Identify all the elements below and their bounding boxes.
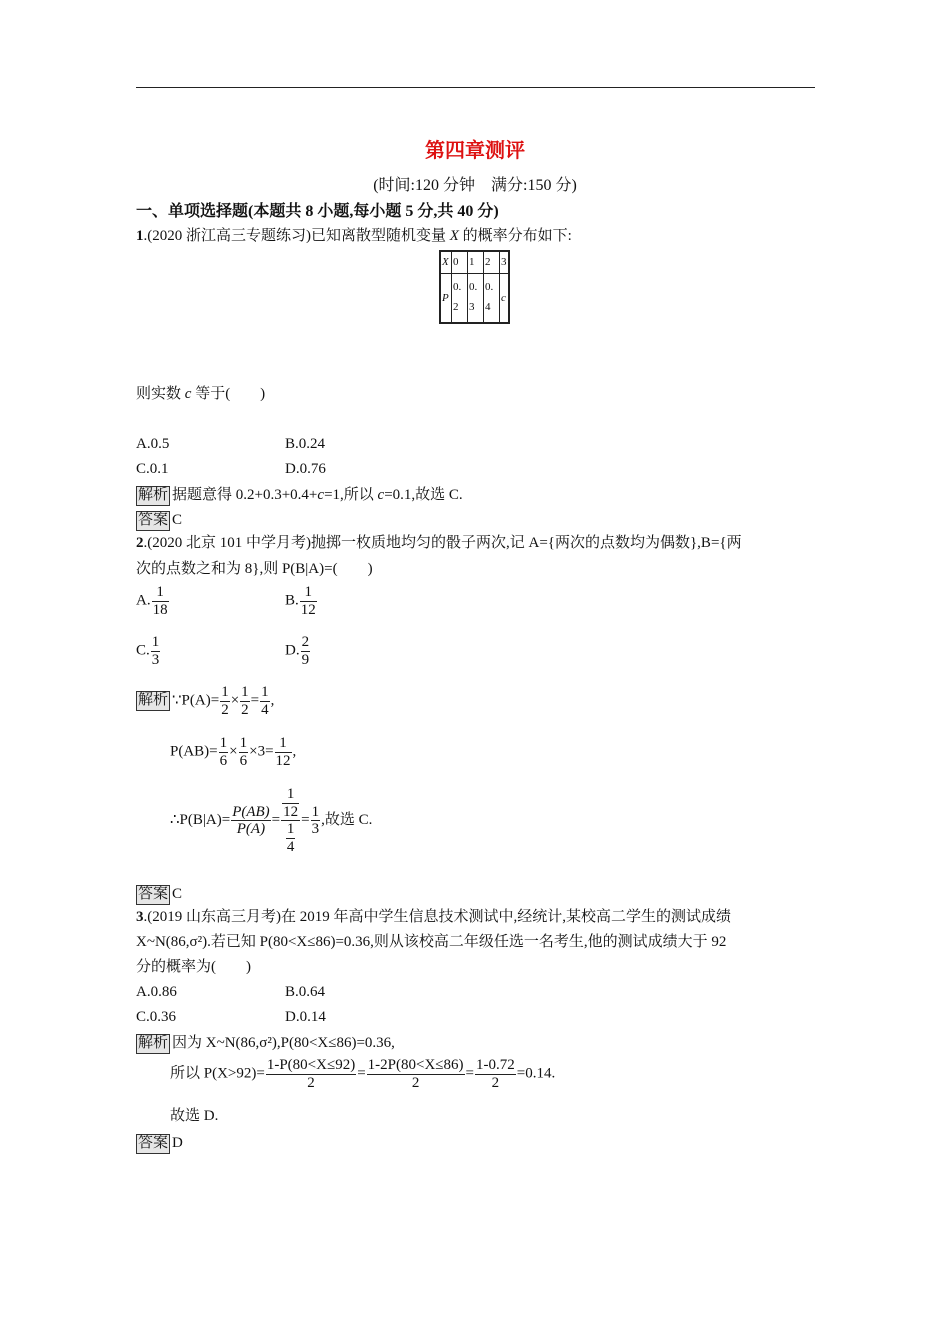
q1-stem: 1.(2020 浙江高三专题练习)已知离散型随机变量 X 的概率分布如下: <box>136 228 572 244</box>
q1-option-c: C.0.1 <box>136 461 169 477</box>
q2-option-b: B. $\frac{1}{12}$ <box>285 584 316 618</box>
exam-info: (时间:120 分钟 满分:150 分) <box>373 177 577 194</box>
q2-number: 2 <box>136 535 144 551</box>
header-rule <box>136 87 815 88</box>
table-cell: 3 <box>500 251 510 273</box>
q3-answer: 答案 D <box>136 1134 183 1154</box>
q2-option-c: C. $\frac{1}{3}$ <box>136 634 160 668</box>
analysis-tag: 解析 <box>136 691 170 711</box>
q3-option-a: A.0.86 <box>136 984 177 1000</box>
fraction: $\frac{1}{3}$ <box>151 634 160 668</box>
fraction: $\frac{1}{3}$ <box>311 803 320 837</box>
answer-tag: 答案 <box>136 1134 170 1154</box>
q3-option-b: B.0.64 <box>285 984 326 1000</box>
fraction: $\frac{1-0.72}{2}$ <box>476 1057 515 1091</box>
q2-stem-line1: 2.(2020 北京 101 中学月考)抛掷一枚质地均匀的骰子两次,记 A={两次的点数均为偶数},B={两 <box>136 535 742 551</box>
table-cell: P <box>440 273 452 323</box>
table-cell: X <box>440 251 452 273</box>
fraction: $\frac{1-P(80<X\le 92)}{2}$ <box>266 1057 356 1091</box>
table-cell: 2 <box>484 251 500 273</box>
fraction: $\frac{P(AB)}{P(A)}$ <box>232 803 270 837</box>
q2-option-d: D. $\frac{2}{9}$ <box>285 634 310 668</box>
fraction: $\frac{2}{9}$ <box>301 634 310 668</box>
q3-analysis-line1: 解析 因为 X~N(86,σ²),P(80<X≤86)=0.36, <box>136 1034 395 1054</box>
q1-number: 1 <box>136 228 144 244</box>
q1-analysis: 解析 据题意得 0.2+0.3+0.4+c=1,所以 c=0.1,故选 C. <box>136 486 463 506</box>
q2-analysis-line3: ∴P(B|A)= $\frac{P(AB)}{P(A)}$ = $\frac{\frac{1}{12}}{\frac{1}{4}}$ = $\frac{1}{3}$ ,故选 C. <box>170 786 373 855</box>
q3-analysis-line3: 故选 D. <box>170 1108 219 1124</box>
distribution-table <box>439 250 510 324</box>
q3-number: 3 <box>136 909 144 925</box>
q2-stem-line2: 次的点数之和为 8},则 P(B|A)=( ) <box>136 561 373 577</box>
nested-fraction: $\frac{\frac{1}{12}}{\frac{1}{4}}$ <box>283 786 299 855</box>
fraction: $\frac{1}{4}$ <box>261 684 269 718</box>
fraction: $\frac{1}{18}$ <box>152 584 168 618</box>
q3-option-c: C.0.36 <box>136 1009 177 1025</box>
q3-stem-line1: 3.(2019 山东高三月考)在 2019 年高中学生信息技术测试中,经统计,某校高二学生的测试成绩 <box>136 909 731 925</box>
page-title: 第四章测评 <box>425 140 525 162</box>
table-cell: 0. 3 <box>468 273 484 323</box>
fraction: $\frac{1}{2}$ <box>221 684 229 718</box>
q3-stem-line3: 分的概率为( ) <box>136 959 251 975</box>
fraction: $\frac{1}{12}$ <box>275 735 291 769</box>
fraction: $\frac{1}{12}$ <box>300 584 316 618</box>
q1-option-d: D.0.76 <box>285 461 326 477</box>
fraction: $\frac{1}{6}$ <box>239 735 248 769</box>
fraction: $\frac{1-2P(80<X\le 86)}{2}$ <box>367 1057 464 1091</box>
analysis-tag: 解析 <box>136 1034 170 1054</box>
q3-stem-line2: X~N(86,σ²).若已知 P(80<X≤86)=0.36,则从该校高二年级任选一名考生,他的测试成绩大于 92 <box>136 934 727 950</box>
table-cell: 1 <box>468 251 484 273</box>
q1-option-b: B.0.24 <box>285 436 326 452</box>
table-cell: 0. 2 <box>452 273 468 323</box>
q3-analysis-line2: 所以 P(X>92)= $\frac{1-P(80<X\le 92)}{2}$ = $\frac{1-2P(80<X\le 86)}{2}$ = $\frac{1-0.72}{2}$ =0.14. <box>170 1057 556 1091</box>
table-cell: c <box>500 273 510 323</box>
q1-ask: 则实数 c 等于( ) <box>136 386 266 402</box>
answer-tag: 答案 <box>136 885 170 905</box>
fraction: $\frac{1}{6}$ <box>219 735 228 769</box>
q2-analysis-line2: P(AB)= $\frac{1}{6}$ × $\frac{1}{6}$ ×3= $\frac{1}{12}$ , <box>170 735 297 769</box>
q1-option-a: A.0.5 <box>136 436 170 452</box>
fraction: $\frac{1}{2}$ <box>241 684 249 718</box>
answer-tag: 答案 <box>136 511 170 531</box>
table-row <box>440 273 509 323</box>
table-cell: 0. 4 <box>484 273 500 323</box>
q2-answer: 答案 C <box>136 885 182 905</box>
analysis-tag: 解析 <box>136 486 170 506</box>
section-heading: 一、单项选择题(本题共 8 小题,每小题 5 分,共 40 分) <box>136 203 499 220</box>
q2-analysis-line1: 解析 ∵P(A)= $\frac{1}{2}$ × $\frac{1}{2}$ = $\frac{1}{4}$ , <box>138 684 275 718</box>
table-cell: 0 <box>452 251 468 273</box>
table-row <box>440 251 509 273</box>
q1-answer: 答案 C <box>136 511 182 531</box>
q3-option-d: D.0.14 <box>285 1009 326 1025</box>
q2-option-a: A. $\frac{1}{18}$ <box>136 584 168 618</box>
